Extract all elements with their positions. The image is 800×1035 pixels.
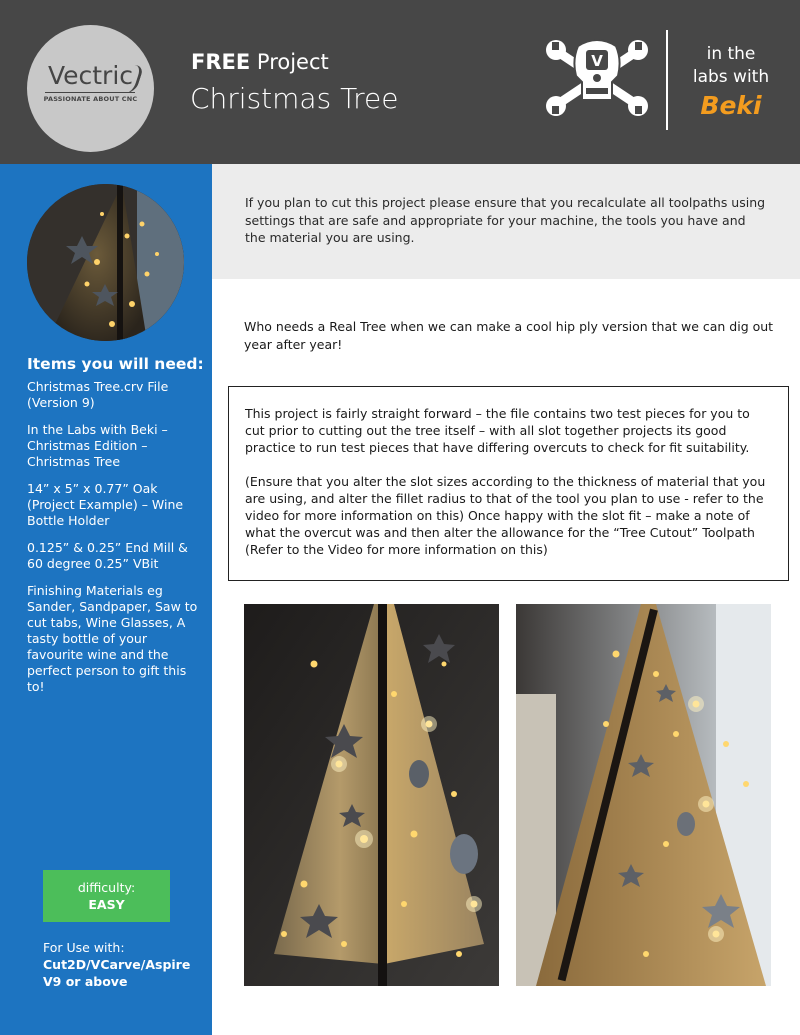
vectric-logo xyxy=(27,25,154,152)
title-project-word: Project xyxy=(256,50,329,74)
instructions-paragraph-2: (Ensure that you alter the slot sizes according to the thickness of material that you are using, and alter the fillet radius to that of the tool you plan to use - refer to the video for more information on this) Once happy with the slot fit – make a note of what the overcut was and then alter the allowance for the “Tree Cutout” Toolpath (Refer to the Video for more information on this) xyxy=(245,474,766,557)
items-heading: Items you will need: xyxy=(27,355,204,373)
skull-wrenches-icon xyxy=(546,38,648,118)
header-divider xyxy=(666,30,668,130)
list-item: In the Labs with Beki – Christmas Edition – Christmas Tree xyxy=(27,422,168,469)
host-name: Beki xyxy=(700,91,762,120)
safety-notice xyxy=(212,164,800,279)
tree-photo-left xyxy=(244,604,499,986)
labs-line-2: labs with xyxy=(692,67,770,87)
tree-thumbnail-image xyxy=(27,184,184,341)
instructions-paragraph-1: This project is fairly straight forward – the file contains two test pieces for you to cut prior to cutting out the tree itself – with all slot together projects its good practice to run test pieces that have differing overcuts to check for fit suitability. xyxy=(245,406,750,455)
list-item: 14” x 5” x 0.77” Oak (Project Example) – Wine Bottle Holder xyxy=(27,481,184,528)
title-free-word: FREE xyxy=(191,50,251,74)
labs-with-text xyxy=(676,43,786,89)
sidebar xyxy=(0,164,212,1035)
items-list xyxy=(27,379,203,706)
labs-line-1: in the xyxy=(706,44,756,64)
logo-tagline: PASSIONATE ABOUT CNC xyxy=(43,95,138,103)
difficulty-label: difficulty: xyxy=(77,880,136,895)
header-banner xyxy=(0,0,800,164)
logo-underline xyxy=(45,92,135,93)
title-free-project xyxy=(191,50,329,74)
page-title: Christmas Tree xyxy=(190,82,399,115)
software-versions: Cut2D/VCarve/Aspire V9 or above xyxy=(43,957,191,989)
difficulty-value: EASY xyxy=(88,897,125,912)
logo-wordmark: Vectric xyxy=(47,61,134,90)
tree-photo-right xyxy=(516,604,771,986)
list-item: Finishing Materials eg Sander, Sandpaper, Saw to cut tabs, Wine Glasses, A tasty bottle of your favourite wine and the perfect person to gift this to! xyxy=(27,583,198,694)
svg-text:V: V xyxy=(591,52,603,70)
compatibility-note xyxy=(43,939,208,990)
difficulty-badge xyxy=(43,870,170,922)
for-use-label: For Use with: xyxy=(43,940,125,955)
list-item: 0.125” & 0.25” End Mill & 60 degree 0.25” VBit xyxy=(27,540,188,571)
instructions-box xyxy=(228,386,789,581)
list-item: Christmas Tree.crv File (Version 9) xyxy=(27,379,169,410)
intro-text: Who needs a Real Tree when we can make a cool hip ply version that we can dig out year after year! xyxy=(244,319,774,352)
safety-notice-text: If you plan to cut this project please ensure that you recalculate all toolpaths using settings that are safe and appropriate for your machine, the tools you have and the material you are using. xyxy=(245,195,766,245)
